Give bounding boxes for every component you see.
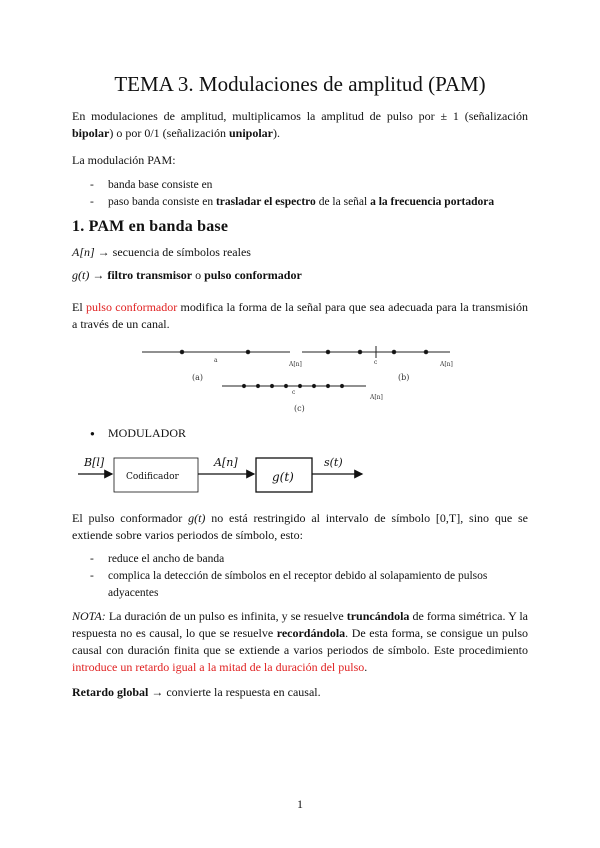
effects-list	[72, 551, 528, 602]
intro-paragraph: En modulaciones de amplitud, multiplicamos la amplitud de pulso por ± 1 (señalización bipolar) o por 0/1 (señalización unipolar).	[72, 109, 528, 140]
conformador-paragraph: El pulso conformador g(t) no está restringido al intervalo de símbolo [0,T], sino que se extiende sobre varios periodos de símbolo, esto:	[72, 511, 528, 542]
pulso-paragraph: El pulso conformador modifica la forma de la señal para que sea adecuada para la transmisión a través de un canal.	[72, 300, 528, 331]
pam-item-passband: - paso banda consiste en trasladar el espectro de la señal a la frecuencia portadora	[72, 194, 528, 211]
fig-axis-b: A[n]	[440, 361, 453, 368]
filter-block-label: g(t)	[272, 470, 294, 484]
gt-definition: g(t) → filtro transmisor o pulso conformador	[72, 268, 302, 282]
retardo-line: Retardo global → convierte la respuesta en causal.	[72, 685, 321, 699]
coder-block-label: Codificador	[126, 472, 179, 482]
effect-item-bandwidth: - reduce el ancho de banda	[72, 551, 528, 568]
effect-item-detection: - complica la detección de símbolos en el receptor debido al solapamiento de pulsos adyacentes	[72, 568, 528, 602]
pam-label: La modulación PAM:	[72, 153, 176, 167]
pam-list	[72, 177, 528, 211]
an-definition: A[n] → secuencia de símbolos reales	[72, 245, 251, 259]
pam-item-baseband: - banda base consiste en	[72, 177, 528, 194]
fig-label-c: (c)	[294, 404, 305, 413]
section-heading-1: 1. PAM en banda base	[72, 218, 229, 235]
block-input-label: B[l]	[84, 456, 105, 469]
fig-label-a: (a)	[192, 373, 204, 382]
block-mid-label: A[n]	[214, 456, 238, 469]
nota-paragraph: NOTA: La duración de un pulso es infinita, y se resuelve truncándola de forma simétrica. Y la respuesta no es causal, lo que se resuelve recordándola. De esta forma, se consigue un pulso causal con duración finita que se extiende a varios periodos de símbolo. Este procedimiento introduce un retardo igual a la mitad de la duración del pulso.	[72, 609, 528, 674]
block-output-label: s(t)	[324, 456, 343, 469]
fig-mark-c: c	[292, 389, 296, 396]
fig-label-b: (b)	[398, 373, 410, 382]
modulador-bullet: ● MODULADOR	[90, 426, 186, 441]
fig-axis-c: A[n]	[370, 394, 383, 401]
constellation-figure	[140, 338, 460, 418]
page-title: TEMA 3. Modulaciones de amplitud (PAM)	[114, 72, 486, 96]
fig-axis-a: A[n]	[289, 361, 302, 368]
page-number: 1	[297, 797, 303, 811]
fig-mark-b: c	[374, 359, 378, 366]
fig-mark-a: a	[214, 357, 218, 364]
modulator-block-diagram	[78, 450, 368, 498]
